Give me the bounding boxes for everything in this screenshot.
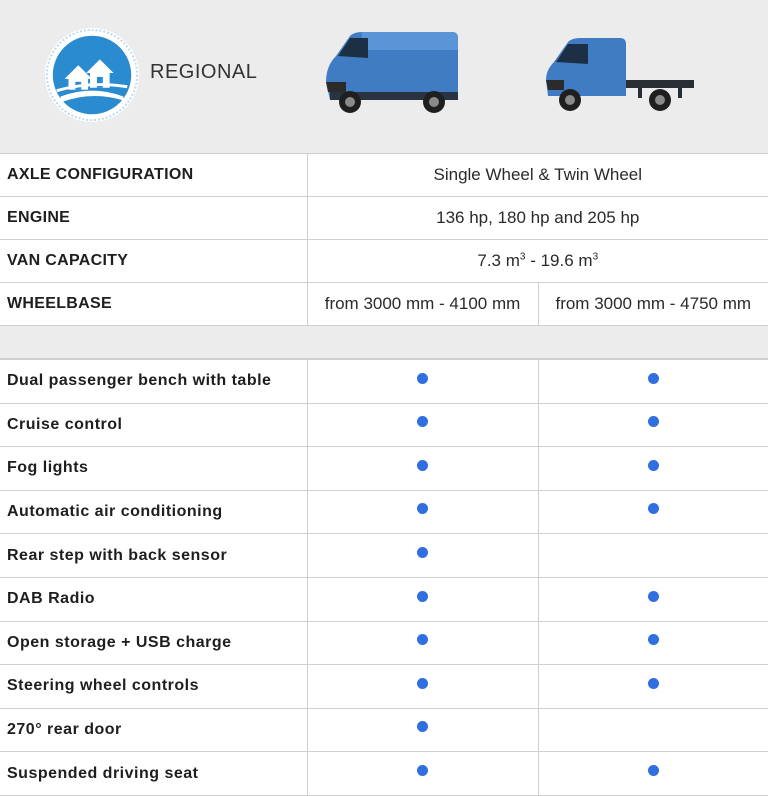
availability-dot-icon bbox=[417, 765, 428, 776]
spec-value-chassis: from 3000 mm - 4750 mm bbox=[538, 283, 768, 326]
spec-value: Single Wheel & Twin Wheel bbox=[307, 154, 768, 197]
header bbox=[0, 0, 768, 153]
availability-dot-icon bbox=[648, 591, 659, 602]
feature-label: Rear step with back sensor bbox=[0, 534, 307, 578]
feature-table bbox=[0, 359, 768, 796]
availability-dot-icon bbox=[417, 460, 428, 471]
availability-dot-icon bbox=[417, 634, 428, 645]
availability-dot-icon bbox=[417, 591, 428, 602]
feature-cell-chassis bbox=[538, 534, 768, 578]
feature-label: Automatic air conditioning bbox=[0, 490, 307, 534]
capacity-to: 19.6 m bbox=[540, 251, 593, 270]
feature-cell-van bbox=[307, 447, 538, 491]
feature-cell-chassis bbox=[538, 360, 768, 404]
spec-label: ENGINE bbox=[0, 197, 307, 240]
spec-value: 136 hp, 180 hp and 205 hp bbox=[307, 197, 768, 240]
feature-cell-van bbox=[307, 577, 538, 621]
availability-dot-icon bbox=[648, 503, 659, 514]
table-row bbox=[0, 197, 768, 240]
capacity-to-exp: 3 bbox=[592, 251, 599, 263]
table-row bbox=[0, 283, 768, 326]
feature-cell-chassis bbox=[538, 490, 768, 534]
feature-label: DAB Radio bbox=[0, 577, 307, 621]
page-title: REGIONAL bbox=[150, 61, 258, 83]
feature-cell-chassis bbox=[538, 447, 768, 491]
feature-cell-van bbox=[307, 665, 538, 709]
feature-cell-van bbox=[307, 534, 538, 578]
feature-cell-van bbox=[307, 403, 538, 447]
feature-cell-chassis bbox=[538, 665, 768, 709]
feature-label: Fog lights bbox=[0, 447, 307, 491]
table-row bbox=[0, 360, 768, 404]
section-divider bbox=[0, 326, 768, 359]
table-row bbox=[0, 154, 768, 197]
table-row bbox=[0, 240, 768, 283]
availability-dot-icon bbox=[417, 503, 428, 514]
feature-label: 270° rear door bbox=[0, 708, 307, 752]
table-row bbox=[0, 577, 768, 621]
availability-dot-icon bbox=[417, 678, 428, 689]
panel-van-image bbox=[316, 26, 462, 118]
spec-value-van: from 3000 mm - 4100 mm bbox=[307, 283, 538, 326]
spec-label: AXLE CONFIGURATION bbox=[0, 154, 307, 197]
feature-cell-van bbox=[307, 490, 538, 534]
availability-dot-icon bbox=[648, 416, 659, 427]
table-row bbox=[0, 447, 768, 491]
feature-label: Cruise control bbox=[0, 403, 307, 447]
feature-cell-chassis bbox=[538, 403, 768, 447]
spec-table bbox=[0, 153, 768, 326]
table-row bbox=[0, 490, 768, 534]
availability-dot-icon bbox=[648, 678, 659, 689]
feature-cell-chassis bbox=[538, 577, 768, 621]
table-row bbox=[0, 534, 768, 578]
table-row bbox=[0, 621, 768, 665]
feature-cell-chassis bbox=[538, 708, 768, 752]
feature-label: Steering wheel controls bbox=[0, 665, 307, 709]
feature-label: Open storage + USB charge bbox=[0, 621, 307, 665]
chassis-cab-image bbox=[540, 32, 698, 118]
feature-cell-van bbox=[307, 360, 538, 404]
table-row bbox=[0, 665, 768, 709]
availability-dot-icon bbox=[648, 634, 659, 645]
capacity-from: 7.3 m bbox=[477, 251, 520, 270]
capacity-sep: - bbox=[525, 251, 541, 270]
spec-value bbox=[307, 240, 768, 283]
house-road-badge-icon bbox=[43, 26, 141, 124]
feature-cell-van bbox=[307, 752, 538, 796]
availability-dot-icon bbox=[417, 416, 428, 427]
availability-dot-icon bbox=[417, 721, 428, 732]
availability-dot-icon bbox=[417, 547, 428, 558]
availability-dot-icon bbox=[648, 373, 659, 384]
feature-label: Suspended driving seat bbox=[0, 752, 307, 796]
feature-label: Dual passenger bench with table bbox=[0, 360, 307, 404]
capacity-from-exp: 3 bbox=[519, 251, 526, 263]
feature-cell-chassis bbox=[538, 752, 768, 796]
spec-label: VAN CAPACITY bbox=[0, 240, 307, 283]
availability-dot-icon bbox=[417, 373, 428, 384]
feature-cell-van bbox=[307, 708, 538, 752]
spec-label: WHEELBASE bbox=[0, 283, 307, 326]
table-row bbox=[0, 403, 768, 447]
table-row bbox=[0, 708, 768, 752]
feature-cell-chassis bbox=[538, 621, 768, 665]
feature-cell-van bbox=[307, 621, 538, 665]
availability-dot-icon bbox=[648, 765, 659, 776]
table-row bbox=[0, 752, 768, 796]
availability-dot-icon bbox=[648, 460, 659, 471]
